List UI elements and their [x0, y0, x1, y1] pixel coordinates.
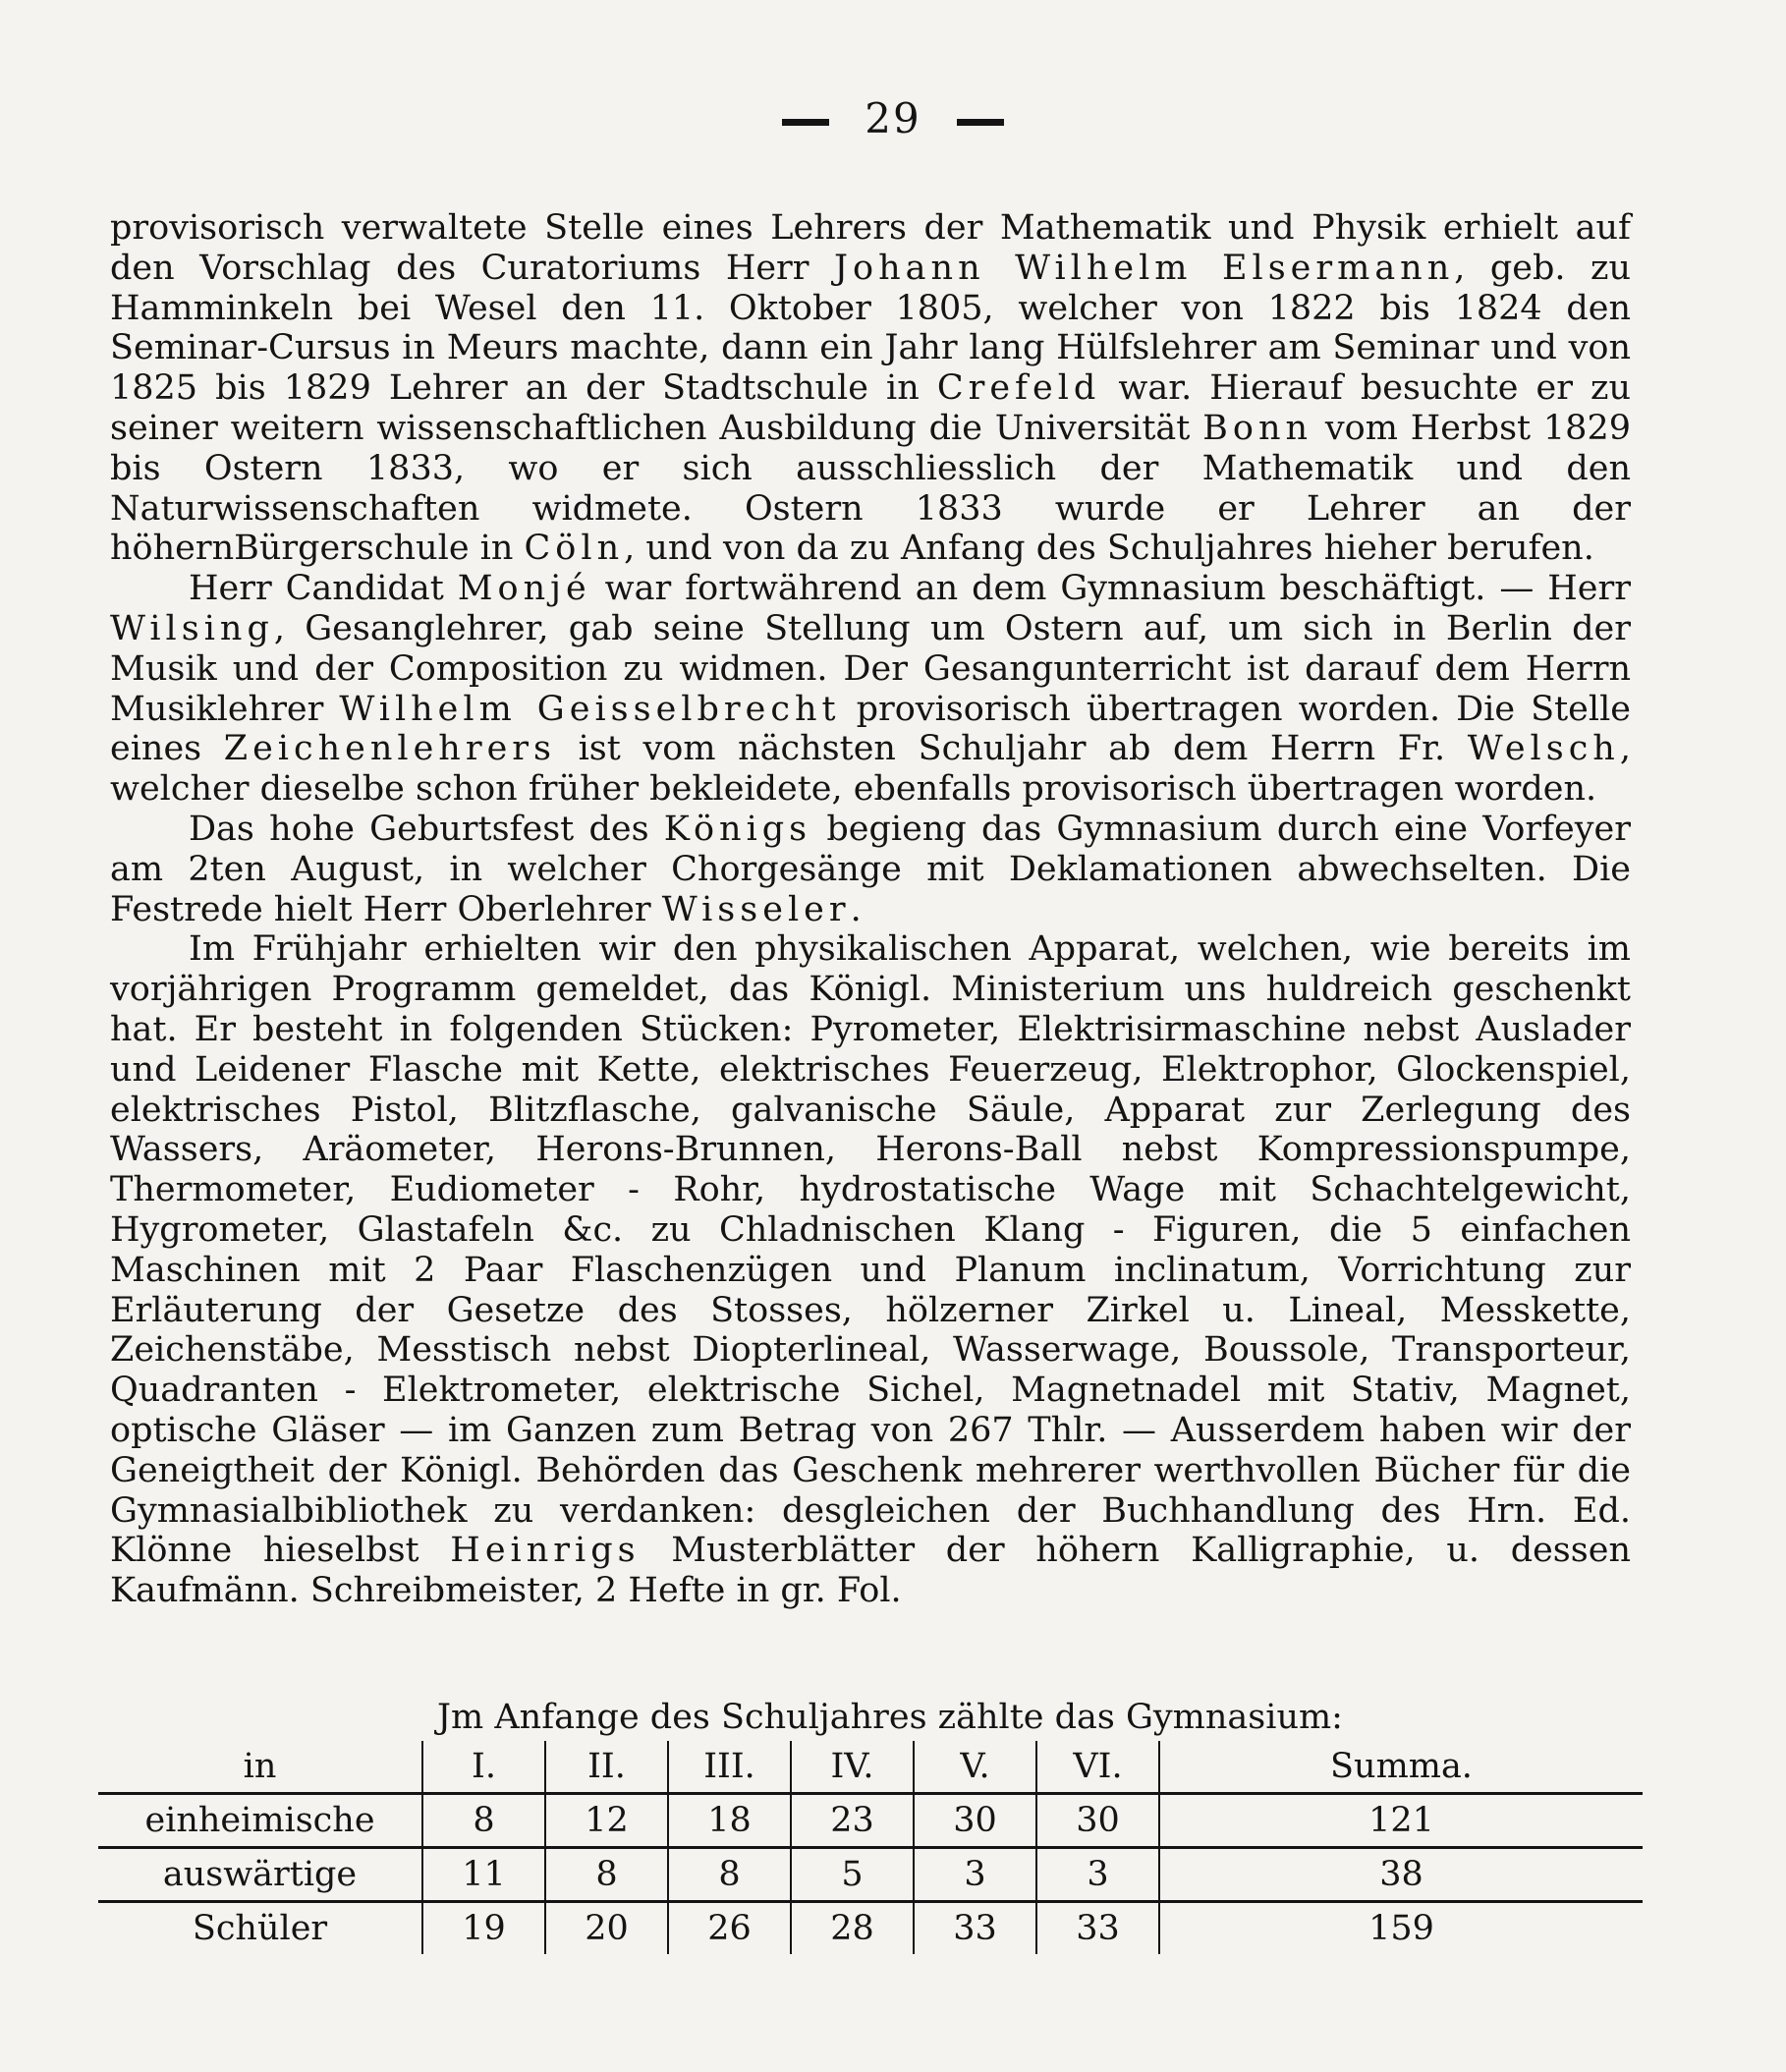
spaced-emphasis: Monjé	[457, 569, 591, 609]
page-number: 29	[865, 94, 921, 142]
paragraph-1	[110, 208, 1631, 569]
table-row	[98, 1848, 1643, 1902]
text-run: war fortwährend an dem Gymnasium beschäftigt. — Herr	[590, 569, 1631, 609]
table-cell: Schüler	[192, 1909, 328, 1948]
table-cell: 18	[668, 1794, 791, 1848]
spaced-emphasis: Zeichenlehrers	[223, 729, 556, 769]
text-run: begieng das Gymnasium durch eine Vorfeyer am 2ten August, in welcher Chorgesänge mit Deklamationen abwechselten. Die Festrede hielt Herr Oberlehrer	[110, 809, 1631, 929]
text-run: provisorisch verwaltete Stelle eines Lehrers der Mathematik und Physik erhielt auf den Vorschlag des Curatoriums Herr	[110, 208, 1631, 288]
table-cell: 30	[1036, 1794, 1159, 1848]
text-run: Herr Candidat	[189, 569, 458, 609]
text-run: provisorisch übertragen worden. Die Stelle eines	[110, 689, 1631, 769]
table-row	[98, 1794, 1643, 1848]
table-cell: 26	[668, 1902, 791, 1955]
table-cell: 33	[914, 1902, 1036, 1955]
table-cell: 28	[791, 1902, 914, 1955]
spaced-emphasis: Crefeld	[936, 368, 1101, 409]
spaced-emphasis: Heinrigs	[450, 1531, 641, 1571]
spaced-emphasis: Königs	[663, 809, 812, 849]
header-cell: Summa.	[1159, 1741, 1643, 1794]
header-cell: I.	[422, 1741, 545, 1794]
enrollment-table	[98, 1741, 1643, 1954]
table-cell: 159	[1159, 1902, 1643, 1955]
paragraph-2	[110, 569, 1631, 810]
body-text	[110, 208, 1631, 1611]
text-run: Im Frühjahr erhielten wir den physikalischen Apparat, welchen, wie bereits im vorjährigen Programm gemeldet, das Königl. Ministerium uns huldreich geschenkt hat. Er besteht in folgenden Stücken: Pyrometer, Elektrisirmaschine nebst Auslader und Leidener Flasche mit Kette, elektrisches Feuerzeug, Elektrophor, Glockenspiel, elektrisches Pistol, Blitzflasche, galvanische Säule, Apparat zur Zerlegung des Wassers, Aräometer, Herons-Brunnen, Herons-Ball nebst Kompressionspumpe, Thermometer, Eudiometer - Rohr, hydrostatische Wage mit Schachtelgewicht, Hygrometer, Glastafeln &c. zu Chladnischen Klang - Figuren, die 5 einfachen Maschinen mit 2 Paar Flaschenzügen und Planum inclinatum, Vorrichtung zur Erläuterung der Gesetze des Stosses, hölzerner Zirkel u. Lineal, Messkette, Zeichenstäbe, Messtisch nebst Diopterlineal, Wasserwage, Boussole, Transporteur, Quadranten - Elektrometer, elektrische Sichel, Magnetnadel mit Stativ, Magnet, optische Gläser — im Ganzen zum Betrag von 267 Thlr. — Ausserdem haben wir der Geneigtheit der Königl. Behörden das Geschenk mehrerer werthvollen Bücher für die Gymnasialbibliothek zu verdanken: desgleichen der Buchhandlung des Hrn. Ed. Klönne hieselbst	[110, 929, 1631, 1571]
page-number-line	[0, 94, 1786, 142]
paragraph-3	[110, 810, 1631, 929]
table-intro: Jm Anfange des Schuljahres zählte das Gymnasium:	[437, 1698, 1343, 1737]
text-run: .	[850, 889, 862, 929]
header-cell: III.	[668, 1741, 791, 1794]
text-run: , geb. zu Hamminkeln bei Wesel den 11. Oktober 1805, welcher von 1822 bis 1824 den Seminar-Cursus in Meurs machte, dann ein Jahr lang Hülfslehrer am Seminar und von 1825 bis 1829 Lehrer an der Stadtschule in	[110, 248, 1632, 409]
table-cell: 3	[914, 1848, 1036, 1902]
header-cell: in	[243, 1747, 277, 1786]
table-cell: 33	[1036, 1902, 1159, 1955]
table-cell: 121	[1159, 1794, 1643, 1848]
header-cell: II.	[545, 1741, 668, 1794]
table-cell: 20	[545, 1902, 668, 1955]
left-dash	[782, 119, 829, 126]
header-cell: V.	[914, 1741, 1036, 1794]
text-run: vom Herbst 1829 bis Ostern 1833, wo er sich ausschliesslich der Mathematik und den Naturwissenschaften widmete. Ostern 1833 wurde er Lehrer an der höhernBürgerschule in	[110, 408, 1631, 569]
header-cell: VI.	[1036, 1741, 1159, 1794]
table-cell: auswärtige	[162, 1855, 358, 1894]
header-cell: IV.	[791, 1741, 914, 1794]
spaced-emphasis: Welsch	[1467, 729, 1620, 769]
table-cell: 8	[545, 1848, 668, 1902]
table-cell: 8	[668, 1848, 791, 1902]
table-cell: 5	[791, 1848, 914, 1902]
text-run: ist vom nächsten Schuljahr ab dem Herrn Fr.	[555, 729, 1468, 769]
table-cell: 11	[422, 1848, 545, 1902]
table-cell: einheimische	[144, 1801, 375, 1840]
spaced-emphasis: Wisseler	[661, 889, 851, 929]
table-cell: 3	[1036, 1848, 1159, 1902]
text-run: , welcher dieselbe schon früher bekleidete, ebenfalls provisorisch übertragen worden.	[110, 729, 1631, 810]
right-dash	[957, 119, 1004, 126]
table-header-row	[98, 1741, 1643, 1794]
table-cell: 38	[1159, 1848, 1643, 1902]
table-cell: 19	[422, 1902, 545, 1955]
text-run: war. Hierauf besuchte er zu seiner weitern wissenschaftlichen Ausbildung die Universität	[110, 368, 1631, 448]
enrollment-section	[98, 1698, 1643, 1954]
table-cell: 23	[791, 1794, 914, 1848]
spaced-emphasis: Wilhelm Geisselbrecht	[339, 689, 841, 729]
spaced-emphasis: Wilsing	[110, 608, 274, 648]
text-run: Musterblätter der höhern Kalligraphie, u. dessen Kaufmänn. Schreibmeister, 2 Hefte in gr. Fol.	[110, 1531, 1631, 1611]
table-cell: 8	[422, 1794, 545, 1848]
spaced-emphasis: Bonn	[1202, 408, 1313, 448]
text-run: , und von da zu Anfang des Schuljahres hieher berufen.	[624, 529, 1594, 569]
table-row	[98, 1902, 1643, 1955]
text-run: , Gesanglehrer, gab seine Stellung um Ostern auf, um sich in Berlin der Musik und der Composition zu widmen. Der Gesangunterricht ist darauf dem Herrn Musiklehrer	[110, 608, 1631, 729]
table-cell: 30	[914, 1794, 1036, 1848]
spaced-emphasis: Johann Wilhelm Elsermann	[834, 248, 1455, 288]
spaced-emphasis: Cöln	[524, 529, 625, 569]
text-run: Das hohe Geburtsfest des	[189, 809, 664, 849]
table-cell: 12	[545, 1794, 668, 1848]
paragraph-4	[110, 929, 1631, 1611]
